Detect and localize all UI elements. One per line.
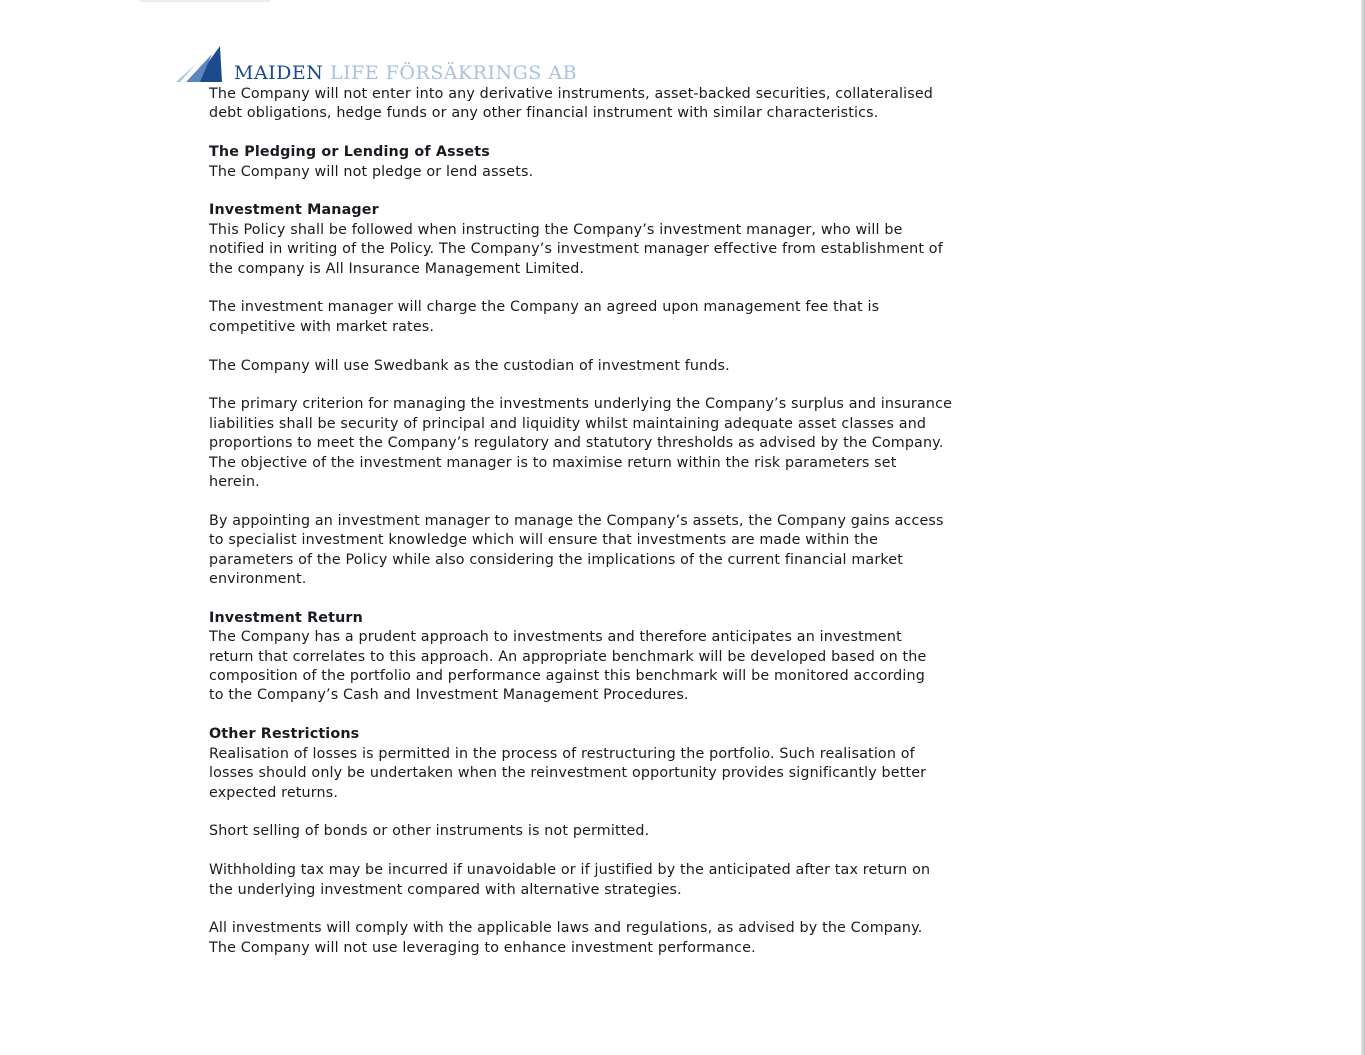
text-line: Short selling of bonds or other instruments is not permitted. (209, 823, 650, 840)
text-line: The Company has a prudent approach to investments and therefore anticipates an investment (209, 629, 902, 646)
paragraph-realisation-of-losses (209, 745, 1169, 803)
text-line: The Company will use Swedbank as the custodian of investment funds. (209, 357, 730, 374)
document-body (209, 85, 1169, 978)
paragraph-primary-criterion (209, 395, 1169, 492)
text-line: composition of the portfolio and performance against this benchmark will be monitored according (209, 668, 925, 685)
heading-investment-manager: Investment Manager (209, 202, 379, 219)
text-line: notified in writing of the Policy. The Company’s investment manager effective from establishment of (209, 241, 943, 258)
paragraph-compliance (209, 919, 1169, 958)
text-line: debt obligations, hedge funds or any other financial instrument with similar characteristics. (209, 105, 879, 122)
page-edge (1361, 0, 1365, 1055)
text-line: This Policy shall be followed when instructing the Company’s investment manager, who will be (209, 221, 903, 238)
company-logo (176, 44, 736, 84)
text-line: losses should only be undertaken when the reinvestment opportunity provides significantly better (209, 765, 927, 782)
paragraph-short-selling (209, 822, 1169, 841)
logo-primary-text: MAIDEN (234, 62, 324, 84)
text-line: The Company will not enter into any derivative instruments, asset-backed securities, collateralised (209, 86, 934, 102)
text-line: The investment manager will charge the Company an agreed upon management fee that is (209, 299, 880, 316)
scan-corner-mark (140, 0, 270, 2)
text-line: The objective of the investment manager is to maximise return within the risk parameters set (209, 454, 897, 471)
paragraph-appointing-manager (209, 512, 1169, 590)
text-line: to specialist investment knowledge which will ensure that investments are made within the (209, 532, 879, 549)
text-line: Withholding tax may be incurred if unavoidable or if justified by the anticipated after tax return on (209, 862, 931, 879)
logo-secondary-text: LIFE FÖRSÄKRINGS AB (329, 62, 578, 84)
text-line: environment. (209, 571, 307, 588)
text-line: herein. (209, 474, 260, 491)
text-line: the company is All Insurance Management Limited. (209, 260, 585, 277)
text-line: expected returns. (209, 784, 339, 801)
paragraph-manager-policy (209, 221, 1169, 279)
text-line: the underlying investment compared with alternative strategies. (209, 881, 682, 898)
text-line: The primary criterion for managing the investments underlying the Company’s surplus and insurance (209, 396, 953, 413)
logo-wordmark (234, 62, 577, 84)
text-line: Realisation of losses is permitted in the process of restructuring the portfolio. Such realisation of (209, 745, 915, 762)
text-line: competitive with market rates. (209, 318, 435, 335)
text-line: parameters of the Policy while also considering the implications of the current financial market (209, 551, 903, 568)
text-line: return that correlates to this approach. An appropriate benchmark will be developed based on the (209, 648, 927, 665)
heading-other-restrictions: Other Restrictions (209, 726, 360, 743)
text-line: The Company will not pledge or lend assets. (209, 163, 534, 180)
text-line: liabilities shall be security of principal and liquidity whilst maintaining adequate asset classes and (209, 415, 927, 432)
paragraph-custodian (209, 357, 1169, 376)
paragraph-derivatives (209, 85, 1169, 124)
text-line: proportions to meet the Company’s regulatory and statutory thresholds as advised by the Company. (209, 435, 944, 452)
paragraph-management-fee (209, 298, 1169, 337)
sail-logo-icon (176, 44, 228, 84)
paragraph-pledging (209, 163, 1169, 182)
heading-investment-return: Investment Return (209, 609, 363, 626)
text-line: The Company will not use leveraging to enhance investment performance. (209, 939, 756, 956)
paragraph-withholding-tax (209, 861, 1169, 900)
heading-pledging: The Pledging or Lending of Assets (209, 144, 490, 161)
text-line: By appointing an investment manager to manage the Company’s assets, the Company gains access (209, 512, 944, 529)
paragraph-investment-return (209, 628, 1169, 706)
text-line: to the Company’s Cash and Investment Management Procedures. (209, 687, 689, 704)
text-line: All investments will comply with the applicable laws and regulations, as advised by the Company. (209, 920, 923, 937)
